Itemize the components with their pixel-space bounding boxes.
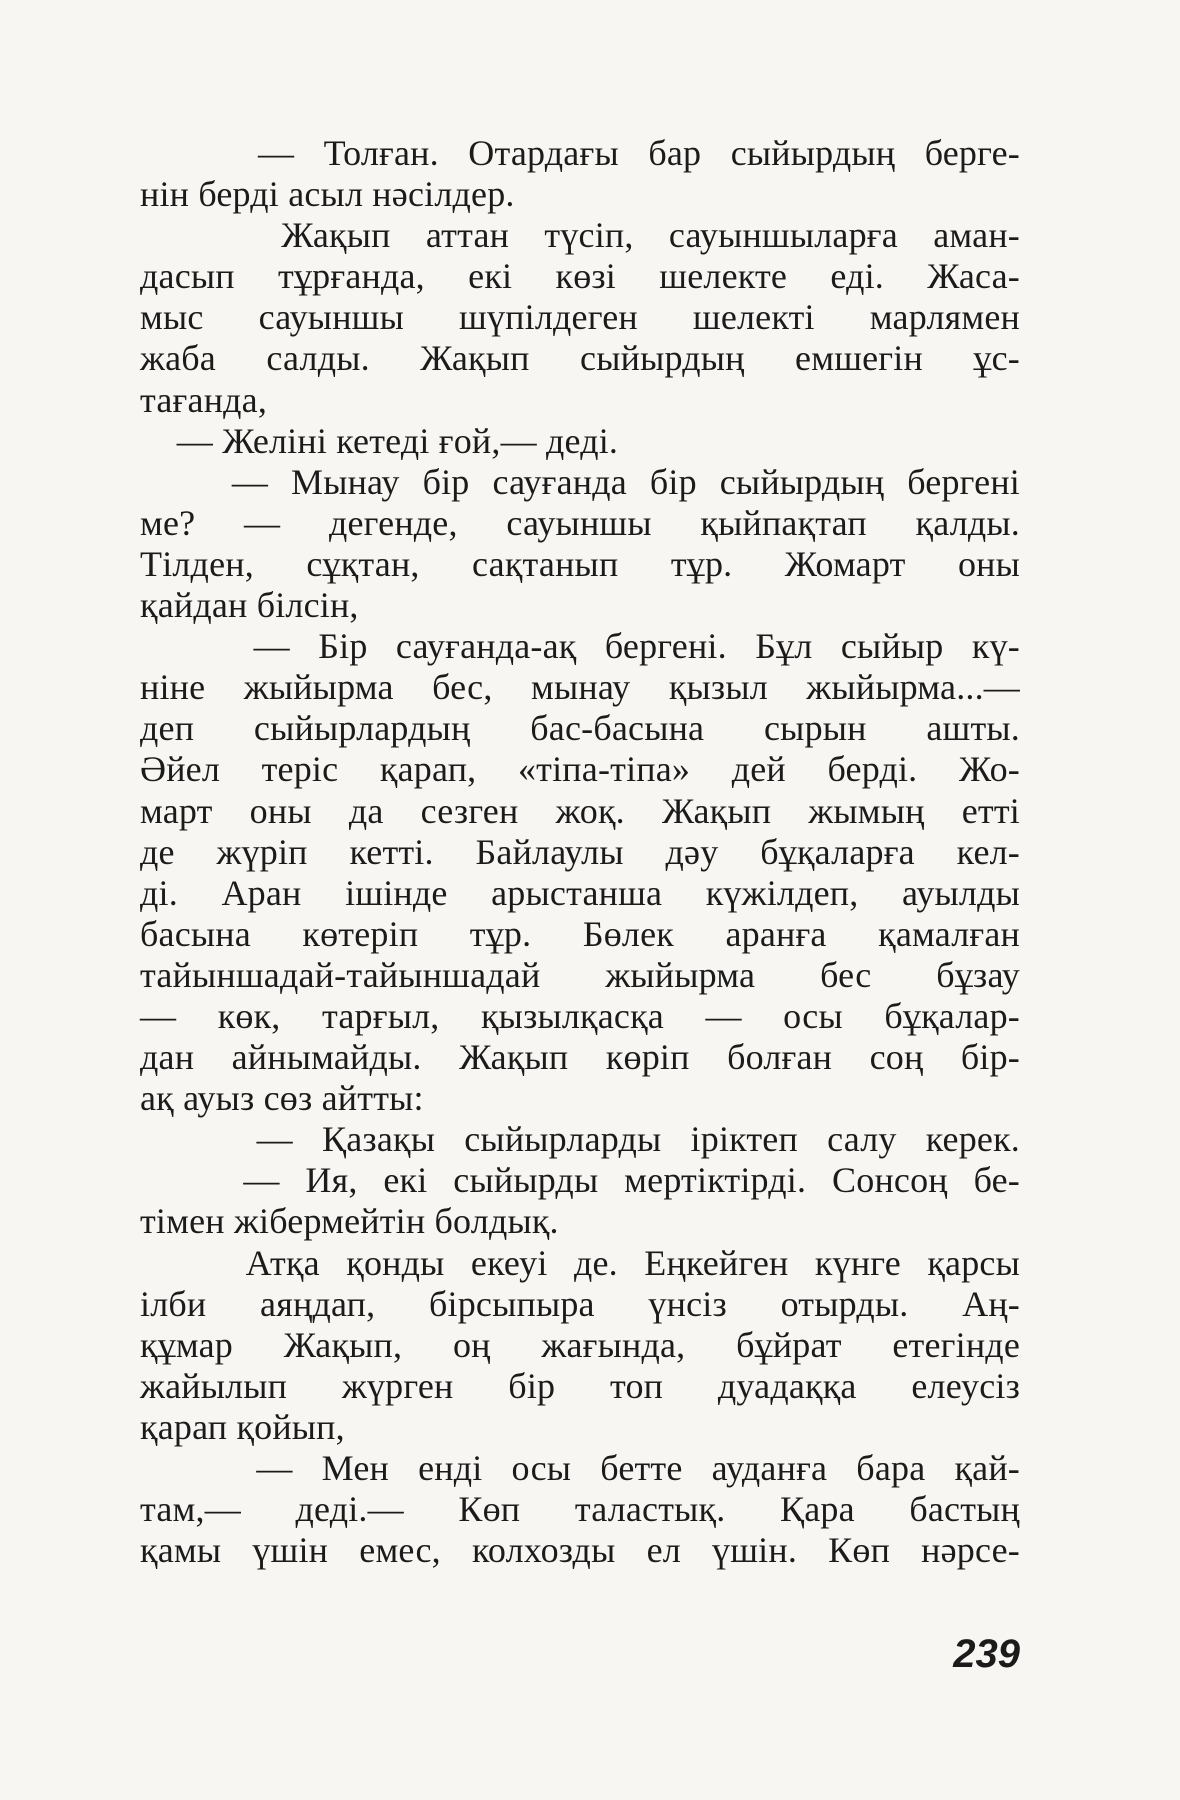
text-line: — Мынау бір сауғанда бір сыйырдың бергені (140, 461, 1020, 502)
body-text (140, 133, 1020, 1571)
text-line: ілби аяңдап, бірсыпыра үнсіз отырды. Аң- (140, 1283, 1020, 1324)
text-line: — Желіні кетеді ғой,— деді. (140, 420, 619, 461)
text-line: құмар Жақып, оң жағында, бұйрат етегінде (140, 1324, 1020, 1365)
text-line: — көк, тарғыл, қызылқасқа — осы бұқалар- (140, 995, 1020, 1036)
text-line: Атқа қонды екеуі де. Еңкейген күнге қарсы (140, 1242, 1020, 1283)
text-line: қарап қойып, (140, 1406, 345, 1447)
text-line: Әйел теріс қарап, «тіпа-тіпа» дей берді. Жо- (140, 749, 1020, 790)
text-line: жаба салды. Жақып сыйырдың емшегін ұс- (140, 338, 1020, 379)
text-line: ді. Аран ішінде арыстанша күжілдеп, ауылды (140, 872, 1020, 913)
text-line: — Бір сауғанда-ақ бергені. Бұл сыйыр кү- (140, 626, 1020, 667)
page-number: 239 (953, 1632, 1020, 1676)
text-line: март оны да сезген жоқ. Жақып жымың етті (140, 790, 1020, 831)
text-line: — Толған. Отардағы бар сыйырдың берге- (140, 133, 1020, 173)
text-line: тағанда, (140, 379, 268, 420)
text-line: де жүріп кетті. Байлаулы дәу бұқаларға кел- (140, 831, 1020, 872)
text-line: тімен жібермейтін болдық. (140, 1201, 559, 1242)
text-line: қамы үшін емес, колхозды ел үшін. Көп нәрсе- (140, 1530, 1020, 1571)
text-line: жайылып жүрген бір топ дуадаққа елеусіз (140, 1365, 1020, 1406)
text-line: ме? — дегенде, сауыншы қыйпақтап қалды. (140, 502, 1020, 543)
text-line: деп сыйырлардың бас-басына сырын ашты. (140, 708, 1020, 749)
text-line: — Қазақы сыйырларды іріктеп салу керек. (140, 1119, 1020, 1160)
text-line: Тілден, сұқтан, сақтанып тұр. Жомарт оны (140, 543, 1020, 584)
text-line: ніне жыйырма бес, мынау қызыл жыйырма...— (140, 667, 1020, 708)
text-line: мыс сауыншы шүпілдеген шелекті марлямен (140, 297, 1020, 338)
text-line: нін берді асыл нәсілдер. (140, 174, 515, 215)
text-line: там,— деді.— Көп таластық. Қара бастың (140, 1489, 1020, 1530)
text-line: тайыншадай-тайыншадай жыйырма бес бұзау (140, 954, 1020, 995)
text-line: дасып тұрғанда, екі көзі шелекте еді. Жаса- (140, 256, 1020, 297)
text-line: Жақып аттан түсіп, сауыншыларға аман- (140, 215, 1020, 256)
text-line: дан айнымайды. Жақып көріп болған соң бір- (140, 1037, 1020, 1078)
text-line: басына көтеріп тұр. Бөлек аранға қамалған (140, 913, 1020, 954)
text-line: — Мен енді осы бетте ауданға бара қай- (140, 1448, 1020, 1488)
text-line: — Ия, екі сыйырды мертіктірді. Сонсоң бе- (140, 1160, 1020, 1201)
text-line: ақ ауыз сөз айтты: (140, 1078, 424, 1119)
text-line: қайдан білсін, (140, 585, 359, 626)
